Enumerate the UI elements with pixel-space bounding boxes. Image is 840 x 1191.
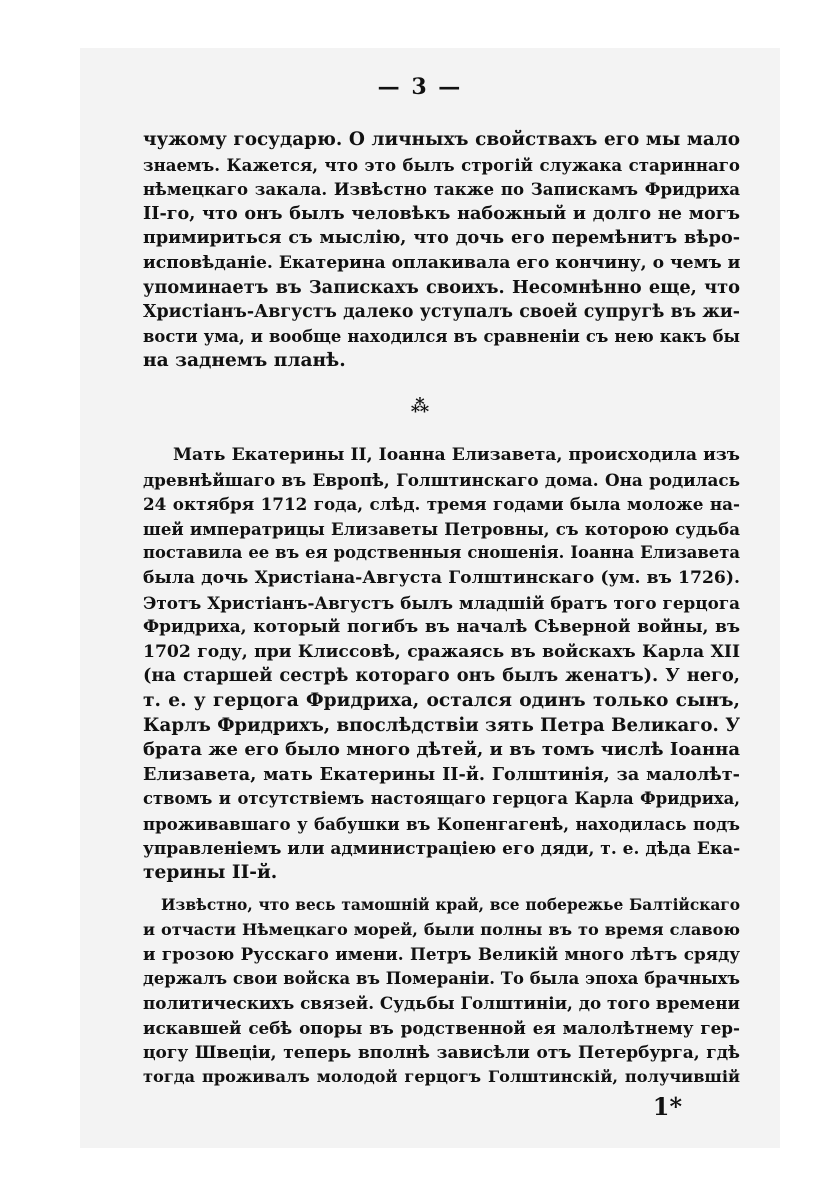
text-line: и отчасти Нѣмецкаго морей, были полны въ то время славою (143, 919, 740, 939)
text-line: проживавшаго у бабушки въ Копенгагенѣ, находилась подъ (143, 813, 740, 834)
text-line: Елизавета, мать Екатерины II-й. Голштинія, за малолѣт- (143, 763, 740, 785)
text-line: и грозою Русскаго имени. Петръ Великій много лѣтъ сряду (143, 944, 740, 965)
text-line: 24 октября 1712 года, слѣд. тремя годами была моложе на- (143, 494, 740, 515)
text-line: ствомъ и отсутствіемъ настоящаго герцога Карла Фридриха, (143, 789, 740, 809)
text-line: политическихъ связей. Судьбы Голштиніи, до того времени (143, 993, 740, 1014)
text-line: 1702 году, при Клиссовѣ, сражаясь въ войскахъ Карла XII (143, 641, 740, 662)
text-line: управленіемъ или администраціею его дяди, т. е. дѣда Ека- (143, 838, 741, 859)
paragraph-1 (143, 128, 740, 374)
text-line: чужому государю. О личныхъ свойствахъ его мы мало (143, 129, 740, 150)
text-line: брата же его было много дѣтей, и въ томъ числѣ Іоанна (143, 739, 740, 761)
text-line: т. е. у герцога Фридриха, остался одинъ только сынъ, (143, 689, 740, 711)
text-line: цогу Швеціи, теперь вполнѣ зависѣли отъ Петербурга, гдѣ (143, 1042, 740, 1063)
text-line: упоминаетъ въ Запискахъ своихъ. Несомнѣнно еще, что (143, 276, 740, 298)
text-line: держалъ свои войска въ Помераніи. То была эпоха брачныхъ (143, 968, 740, 988)
text-line: была дочь Христіана-Августа Голштинскаго (ум. въ 1726). (143, 567, 740, 588)
text-line: знаемъ. Кажется, что это былъ строгій служака стариннаго (143, 154, 740, 175)
text-line: шей императрицы Елизаветы Петровны, съ которою судьба (143, 518, 740, 539)
text-line: на заднемъ планѣ. (143, 350, 346, 372)
text-line: искавшей себѣ опоры въ родственной ея малолѣтнему гер- (143, 1017, 740, 1038)
text-line: Фридриха, который погибъ въ началѣ Сѣверной войны, въ (143, 617, 740, 638)
page-number-header: — 3 — (377, 74, 463, 100)
text-line: тогда проживалъ молодой герцогъ Голштинскій, получившій (143, 1067, 740, 1087)
text-line: исповѣданіе. Екатерина оплакивала его кончину, о чемъ и (143, 252, 741, 273)
text-line: древнѣйшаго въ Европѣ, Голштинскаго дома. Она родилась (143, 469, 740, 490)
text-line: Этотъ Христіанъ-Августъ былъ младшій братъ того герцога (143, 592, 740, 613)
section-separator-asterism: ⁂ (410, 396, 430, 417)
text-line: примириться съ мыслію, что дочь его перемѣнитъ вѣро- (143, 227, 740, 249)
text-line: Христіанъ-Августъ далеко уступалъ своей супругѣ въ жи- (143, 302, 740, 323)
text-line: вости ума, и вообще находился въ сравненіи съ нею какъ бы (143, 326, 740, 346)
text-line: (на старшей сестрѣ котораго онъ былъ женатъ). У него, (143, 665, 740, 687)
text-line: поставила ее въ ея родственныя сношенія. Іоанна Елизавета (143, 543, 740, 563)
text-line: II-го, что онъ былъ человѣкъ набожный и долго не могъ (143, 202, 740, 224)
text-line: Извѣстно, что весь тамошній край, все побережье Балтійскаго (161, 896, 740, 914)
text-line: Карлъ Фридрихъ, впослѣдствіи зять Петра Великаго. У (143, 714, 740, 736)
text-line: нѣмецкаго закала. Извѣстно также по Запискамъ Фридриха (143, 179, 740, 200)
text-line: терины II-й. (143, 862, 278, 884)
paragraph-2 (143, 443, 740, 886)
paragraph-3 (143, 893, 740, 1090)
text-line: Мать Екатерины II, Іоанна Елизавета, происходила изъ (173, 445, 740, 465)
signature-mark: 1* (652, 1092, 682, 1121)
